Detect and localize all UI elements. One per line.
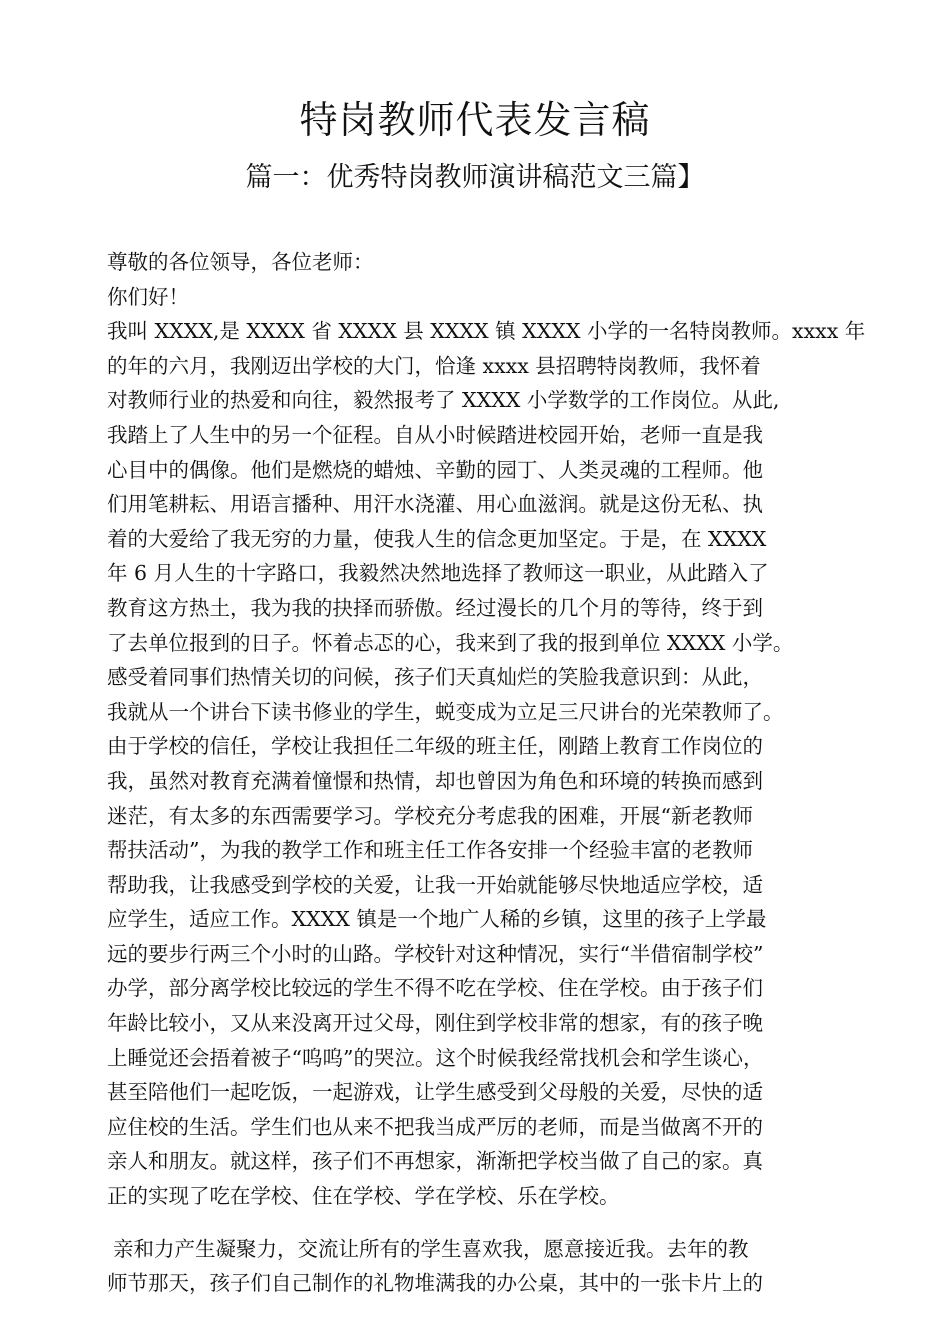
body-line: 亲人和朋友。就这样，孩子们不再想家，渐渐把学校当做了自己的家。真 xyxy=(107,1149,763,1174)
body-line: 我踏上了人生中的另一个征程。自从小时候踏进校园开始，老师一直是我 xyxy=(107,422,763,447)
body-line: 应学生，适应工作。XXXX 镇是一个地广人稀的乡镇，这里的孩子上学最 xyxy=(107,907,767,932)
body-line: 师节那天，孩子们自己制作的礼物堆满我的办公桌，其中的一张卡片上的 xyxy=(107,1271,763,1296)
body-line: 对教师行业的热爱和向往，毅然报考了 XXXX 小学数学的工作岗位。从此, xyxy=(107,388,780,413)
body-line: 办学，部分离学校比较远的学生不得不吃在学校、住在学校。由于孩子们 xyxy=(107,976,763,1001)
body-line: 由于学校的信任，学校让我担任二年级的班主任，刚踏上教育工作岗位的 xyxy=(107,734,763,759)
body-line: 的年的六月，我刚迈出学校的大门，恰逢 xxxx 县招聘特岗教师，我怀着 xyxy=(107,353,761,378)
body-line: 感受着同事们热情关切的问候，孩子们天真灿烂的笑脸我意识到：从此， xyxy=(107,665,763,690)
body-line: 我叫 XXXX,是 XXXX 省 XXXX 县 XXXX 镇 XXXX 小学的一名特岗教师。xxxx 年 xyxy=(107,319,866,344)
body-line: 正的实现了吃在学校、住在学校、学在学校、乐在学校。 xyxy=(107,1184,620,1209)
body-line: 年 6 月人生的十字路口，我毅然决然地选择了教师这一职业，从此踏入了 xyxy=(107,561,769,586)
document-title: 特岗教师代表发言稿 xyxy=(299,98,651,142)
body-line: 心目中的偶像。他们是燃烧的蜡烛、辛勤的园丁、人类灵魂的工程师。他 xyxy=(107,457,763,482)
body-line: 亲和力产生凝聚力，交流让所有的学生喜欢我，愿意接近我。去年的教 xyxy=(113,1236,749,1261)
body-line: 教育这方热土，我为我的抉择而骄傲。经过漫长的几个月的等待，终于到 xyxy=(107,595,763,620)
body-line: 年龄比较小，又从来没离开过父母，刚住到学校非常的想家，有的孩子晚 xyxy=(107,1011,763,1036)
body-line: 我就从一个讲台下读书修业的学生，蜕变成为立足三尺讲台的光荣教师了。 xyxy=(107,699,784,724)
body-line: 尊敬的各位领导，各位老师： xyxy=(107,250,374,274)
body-line: 们用笔耕耘、用语言播种、用汗水浇灌、用心血滋润。就是这份无私、执 xyxy=(107,492,763,517)
body-line: 我，虽然对教育充满着憧憬和热情，却也曾因为角色和环境的转换而感到 xyxy=(107,768,763,793)
body-line: 了去单位报到的日子。怀着忐忑的心，我来到了我的报到单位 XXXX 小学。 xyxy=(107,630,794,655)
body-line: 着的大爱给了我无穷的力量，使我人生的信念更加坚定。于是，在 XXXX xyxy=(107,526,767,551)
body-line: 帮扶活动”，为我的教学工作和班主任工作各安排一个经验丰富的老教师 xyxy=(107,838,753,863)
body-line: 帮助我，让我感受到学校的关爱，让我一开始就能够尽快地适应学校，适 xyxy=(107,872,763,897)
paragraph-gap xyxy=(107,1214,867,1232)
document-body xyxy=(107,245,867,1301)
body-line: 应住校的生活。学生们也从来不把我当成严厉的老师，而是当做离不开的 xyxy=(107,1114,763,1139)
body-line: 迷茫，有太多的东西需要学习。学校充分考虑我的困难，开展“新老教师 xyxy=(107,803,753,828)
document-subtitle: 篇一：优秀特岗教师演讲稿范文三篇】 xyxy=(245,162,705,193)
body-line: 远的要步行两三个小时的山路。学校针对这种情况，实行“半借宿制学校” xyxy=(107,941,764,966)
body-line: 甚至陪他们一起吃饭，一起游戏，让学生感受到父母般的关爱，尽快的适 xyxy=(107,1080,763,1105)
body-line: 上睡觉还会捂着被子“呜呜”的哭泣。这个时候我经常找机会和学生谈心， xyxy=(107,1045,764,1070)
body-line: 你们好！ xyxy=(107,284,189,309)
